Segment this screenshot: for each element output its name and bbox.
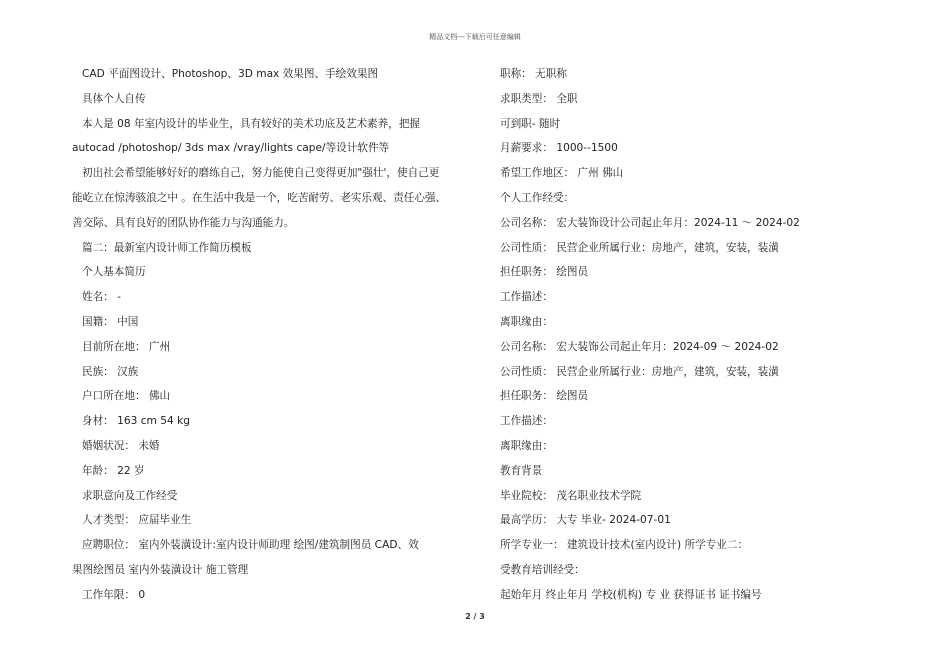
left-column-line: 户口所在地： 佛山 (82, 390, 171, 403)
right-column-line: 可到职- 随时 (500, 117, 561, 130)
page-header: 精品文档---下载后可任意编辑 (429, 33, 521, 41)
left-column-line: 个人基本简历 (82, 266, 146, 279)
right-column-line: 毕业院校： 茂名职业技术学院 (500, 489, 642, 502)
left-column-line: 身材： 163 cm 54 kg (82, 415, 190, 428)
left-column-line: 初出社会希望能够好好的磨练自己，努力能使自己变得更加"强壮'，使自己更 (82, 167, 440, 180)
left-column-line: 善交际、具有良好的团队协作能力与沟通能力。 (72, 216, 295, 229)
right-column-line: 个人工作经受： (500, 191, 575, 204)
left-column-line: 人才类型： 应届毕业生 (82, 514, 192, 527)
left-column-line: 目前所在地： 广州 (82, 340, 171, 353)
left-column-line: 具体个人自传 (82, 92, 146, 105)
right-column-line: 担任职务： 绘图员 (500, 390, 589, 403)
left-column-line: CAD 平面图设计、Photoshop、3D max 效果图、手绘效果图 (82, 68, 379, 80)
right-column-line: 公司性质： 民营企业所属行业：房地产，建筑，安装，装潢 (500, 241, 779, 254)
left-column-line: 能屹立在惊涛骇浪之中 。在生活中我是一个，吃苦耐劳、老实乐观、责任心强、 (72, 191, 447, 204)
page-number: 2 / 3 (465, 612, 485, 621)
right-column-line: 公司性质： 民营企业所属行业：房地产，建筑，安装，装潢 (500, 365, 779, 378)
left-column-line: 果图绘图员 室内外装潢设计 施工管理 (72, 563, 249, 576)
right-column-line: 教育背景 (500, 464, 543, 477)
left-column-line: 本人是 08 年室内设计的毕业生，具有较好的美术功底及艺术素养，把握 (82, 117, 421, 130)
right-column-line: 最高学历： 大专 毕业- 2024-07-01 (500, 514, 671, 527)
right-column-line: 求职类型： 全职 (500, 92, 578, 105)
right-column-line: 工作描述： (500, 291, 553, 304)
right-column-line: 公司名称： 宏大装饰公司起止年月：2024-09 ～ 2024-02 (500, 340, 779, 353)
right-column-line: 希望工作地区： 广州 佛山 (500, 167, 624, 180)
left-column (72, 62, 472, 608)
right-column-line: 担任职务： 绘图员 (500, 266, 589, 279)
right-column-line: 所学专业一： 建筑设计技术(室内设计) 所学专业二： (500, 539, 749, 552)
left-column-line: 应聘职位： 室内外装潢设计:室内设计师助理 绘图/建筑制图员 CAD、效 (82, 539, 419, 552)
right-column-line: 起始年月 终止年月 学校(机构) 专 业 获得证书 证书编号 (500, 588, 762, 601)
right-column (500, 62, 900, 608)
right-column-line: 受教育培训经受： (500, 563, 585, 576)
right-column-line: 月薪要求： 1000--1500 (500, 142, 618, 155)
left-column-line: 姓名： - (82, 291, 121, 304)
right-column-line: 公司名称： 宏大装饰设计公司起止年月：2024-11 ～ 2024-02 (500, 216, 800, 229)
left-column-line: 国籍： 中国 (82, 315, 139, 328)
left-column-line: 求职意向及工作经受 (82, 489, 178, 502)
left-column-line: 篇二：最新室内设计师工作简历模板 (82, 241, 252, 254)
right-column-line: 离职缘由： (500, 315, 553, 328)
left-column-line: 婚姻状况： 未婚 (82, 439, 160, 452)
right-column-line: 工作描述： (500, 415, 553, 428)
left-column-line: 民族： 汉族 (82, 365, 139, 378)
left-column-line: 工作年限： 0 (82, 588, 146, 601)
left-column-line: 年龄： 22 岁 (82, 464, 145, 477)
right-column-line: 离职缘由： (500, 439, 553, 452)
right-column-line: 职称： 无职称 (500, 68, 567, 80)
left-column-line: autocad /photoshop/ 3ds max /vray/lights cape/等设计软件等 (72, 142, 390, 155)
